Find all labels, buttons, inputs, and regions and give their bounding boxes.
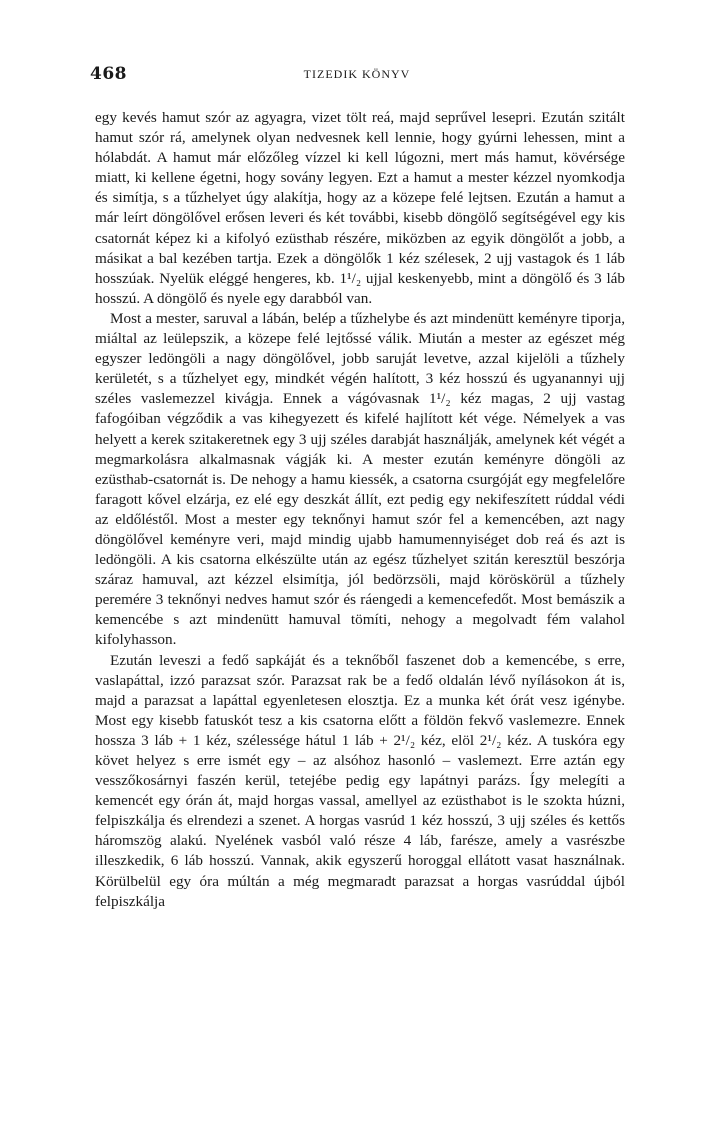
- page-header: [0, 64, 714, 88]
- paragraph: egy kevés hamut szór az agyagra, vizet tölt reá, majd seprűvel lesepri. Ezután szitált hamut szór rá, amelynek olyan nedvesnek kell lennie, hogy gyúrni lehessen, mint a hólabdát. A hamut már előzőleg vízzel ki kell lúgozni, mert más hamut, kövérsége miatt, ki kellene égetni, hogy sovány legyen. Ezt a hamut a mester kézzel nyomkodja és simítja, s a tűzhelyet úgy alakítja, hogy az a közepe felé lejtsen. Ezután a hamut a már leírt döngölővel erősen leveri és két további, kisebb döngölő segítségével egy kis csatornát képez ki a kifolyó ezüsthab részére, miközben az egyik döngölőt a jobb, a másikat a bal kezében tartja. Ezek a döngölők 1 kéz szélesek, 2 ujj vastagok és 1 láb hosszúak. Nyelük eléggé hengeres, kb. 1¹/₂ ujjal keskenyebb, mint a döngölő és 3 láb hosszú. A döngölő és nyele egy darabból van.: [95, 109, 625, 307]
- running-head: TIZEDIK KÖNYV: [303, 67, 411, 81]
- body-text: [95, 108, 625, 912]
- paragraph: Most a mester, saruval a lábán, belép a tűzhelybe és azt mindenütt keményre tiporja, miáltal az leülepszik, a közepe felé lejtőssé válik. Miután a mester az egészet még egyszer ledöngöli a nagy döngölővel, jobb saruját levetve, azzal kijelöli a tűzhely kerületét, s a tűzhelyet egy, mindkét végén halított, 3 kéz hosszú és ugyanannyi ujj széles vaslemezzel kivágja. Ennek a vágóvasnak 1¹/₂ kéz magas, 2 ujj vastag fafogóiban végződik a vas kihegyezett és kifelé hajlított két vége. Némelyek a vas helyett a kerek szitakeretnek egy 3 ujj széles darabját használják, amelynek két végét a megmarkolásra alkalmasnak vágják ki. A mester ezután keményre döngöli az ezüsthab-csatornát is. De nehogy a hamu kiessék, a csatorna csurgóját egy megfelelőre faragott kővel elzárja, ez elé egy deszkát állít, ezt pedig egy nekifeszített rúddal védi az eldőléstől. Most a mester egy teknőnyi hamut szór fel a kemencében, azt nagy döngölővel keményre veri, majd mindig ujabb hamumennyiséget dob reá és azt is ledöngöli. A kis csatorna elkészülte után az egész tűzhelyet szitán keresztül beszórja száraz hamuval, azt kézzel elsimítja, jól bedörzsöli, majd köröskörül a tűzhely peremére 3 teknőnyi nedves hamut szór és ráengedi a kemencefedőt. Most bemászik a kemencébe s azt mindenütt hamuval tömíti, nehogy a megolvadt fém valahol kifolyhasson.: [95, 309, 625, 649]
- paragraph: Ezután leveszi a fedő sapkáját és a teknőből faszenet dob a kemencébe, s erre, vaslapáttal, izzó parazsat szór. Parazsat rak be a fedő oldalán lévő nyílásokon át is, majd a parazsat a lapáttal egyenletesen elosztja. Ez a munka két órát vesz igénybe. Most egy kisebb fatuskót tesz a kis csatorna előtt a földön fekvő vaslemezre. Ennek hossza 3 láb + 1 kéz, szélessége hátul 1 láb + 2¹/₂ kéz, elöl 2¹/₂ kéz. A tuskóra egy követ helyez s erre ismét egy – az alsóhoz hasonló – vaslemezt. Erre aztán egy vesszőkosárnyi faszén kerül, tetejébe pedig egy lapátnyi parázs. Így melegíti a kemencét egy órán át, majd horgas vassal, amellyel az ezüsthabot is le szokta húzni, felpiszkálja és elrendezi a szenet. A horgas vasrúd 1 kéz hosszú, 3 ujj széles és kettős háromszög alakú. Nyelének vasból való része 4 láb, farésze, amely a vasrészbe illeszkedik, 6 láb hosszú. Vannak, akik egyszerű horoggal ellátott vasat használnak. Körülbelül egy óra múltán a még megmaradt parazsat a horgas vasrúddal újból felpiszkálja: [95, 651, 625, 910]
- page-number: 468: [90, 64, 127, 84]
